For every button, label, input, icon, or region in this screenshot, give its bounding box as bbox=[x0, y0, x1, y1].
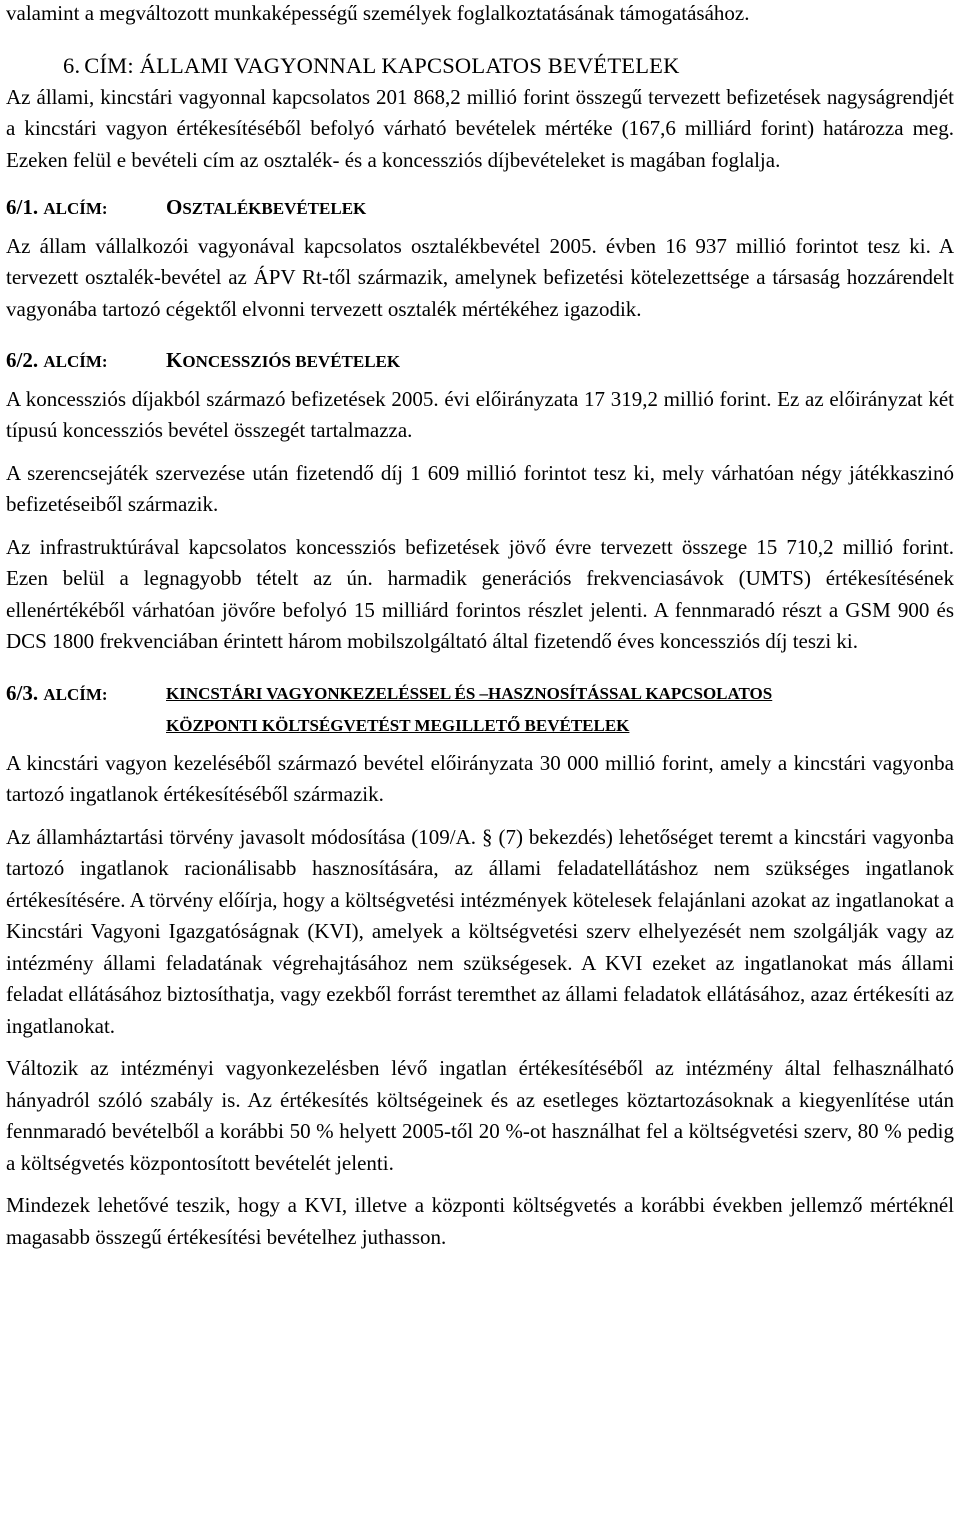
section-number: 6/1. bbox=[6, 195, 39, 219]
chapter-title: CÍM: ÁLLAMI VAGYONNAL KAPCSOLATOS BEVÉTELEK bbox=[84, 52, 680, 78]
chapter-number: 6. bbox=[63, 52, 81, 78]
section-paragraph: A kincstári vagyon kezeléséből származó bevétel előirányzata 30 000 millió forint, amely a kincstári vagyonba tartozó ingatlanok értékesítéséből származik. bbox=[6, 750, 954, 806]
section-label: ALCÍM: bbox=[43, 684, 108, 704]
section-label: ALCÍM: bbox=[43, 199, 108, 218]
section-title: KINCSTÁRI VAGYONKEZELÉSSEL ÉS –HASZNOSÍTÁSSAL KAPCSOLATOS KÖZPONTI KÖLTSÉGVETÉST MEGILLETŐ BEVÉTELEK bbox=[166, 683, 773, 735]
section-paragraph: A szerencsejáték szervezése után fizetendő díj 1 609 millió forintot tesz ki, mely várhatóan négy játékkaszinó befizetéseiből származik. bbox=[6, 460, 954, 516]
section-paragraph: Az államháztartási törvény javasolt módosítása (109/A. § (7) bekezdés) lehetőséget teremt a kincstári vagyonba tartozó ingatlanok racionálisabb hasznosítására, az állami feladatellátáshoz nem szükséges ingatlanok értékesítésére. A törvény előírja, hogy a költségvetési intézmények kötelesek felajánlani azokat az ingatlanokat a Kincstári Vagyoni Igazgatóságnak (KVI), amelyek a költségvetési szerv elhelyezését nem szolgálják vagy az intézmény állami feladatának végrehajtásához nem szükségesek. A KVI ezeket az ingatlanokat más állami feladat ellátásához biztosíthatja, vagy ezekből forrást teremthet az állami feladatok ellátásához, azaz értékesíti az ingatlanokat. bbox=[6, 824, 954, 1038]
chapter-paragraph: Az állami, kincstári vagyonnal kapcsolatos 201 868,2 millió forint összegű tervezett befizetések nagyságrendjét a kincstári vagyon értékesítéséből befolyó várható bevételek mértéke (167,6 milliárd forint) határozza meg. Ezeken felül e bevételi cím az osztalék- és a koncessziós díjbevételeket is magában foglalja. bbox=[6, 84, 954, 172]
section-label: ALCÍM: bbox=[43, 352, 108, 371]
intro-paragraph: valamint a megváltozott munkaképességű személyek foglalkoztatásának támogatásához. bbox=[6, 1, 750, 25]
section-paragraph: Az állam vállalkozói vagyonával kapcsolatos osztalékbevétel 2005. évben 16 937 millió forintot tesz ki. A tervezett osztalék-bevétel az ÁPV Rt-től származik, amelynek befizetési kötelezettsége a társaság hozzárendelt vagyonába tartozó cégektől elvonni tervezett osztalék mértékéhez igazodik. bbox=[6, 233, 954, 321]
section-title: OSZTALÉKBEVÉTELEK bbox=[166, 195, 367, 219]
section-number: 6/3. bbox=[6, 680, 39, 705]
section-title: KONCESSZIÓS BEVÉTELEK bbox=[166, 348, 401, 372]
section-paragraph: Változik az intézményi vagyonkezelésben lévő ingatlan értékesítéséből az intézmény által felhasználható hányadról szóló szabály is. Az értékesítés költségeinek és az esetleges köztartozásoknak a kiegyenlítése után fennmaradó bevételből a korábbi 50 % helyett 2005-től 20 %-ot használhat fel a költségvetési szerv, 80 % pedig a költségvetés központosított bevételét jelenti. bbox=[6, 1056, 954, 1175]
section-heading-6-3 bbox=[6, 678, 954, 742]
section-paragraph: A koncessziós díjakból származó befizetések 2005. évi előirányzata 17 319,2 millió forint. Ez az előirányzat két típusú koncessziós bevétel összegét tartalmazza. bbox=[6, 386, 954, 442]
section-number: 6/2. bbox=[6, 348, 39, 372]
chapter-heading bbox=[6, 50, 954, 82]
section-heading-6-2 bbox=[6, 345, 954, 378]
section-paragraph: Az infrastruktúrával kapcsolatos koncessziós befizetések jövő évre tervezett összege 15 710,2 millió forint. Ezen belül a legnagyobb tételt az ún. harmadik generációs frekvenciasávok (UMTS) értékesítésének ellenértékéből várhatóan jövőre befolyó 15 milliárd forintos részlet jelenti. A fennmaradó részt a GSM 900 és DCS 1800 frekvenciában érintett három mobilszolgáltató által fizetendő éves koncessziós díj teszi ki. bbox=[6, 534, 954, 653]
section-heading-6-1 bbox=[6, 192, 954, 225]
section-paragraph: Mindezek lehetővé teszik, hogy a KVI, illetve a központi költségvetés a korábbi években jellemző mértéknél magasabb összegű értékesítési bevételhez juthasson. bbox=[6, 1193, 954, 1249]
